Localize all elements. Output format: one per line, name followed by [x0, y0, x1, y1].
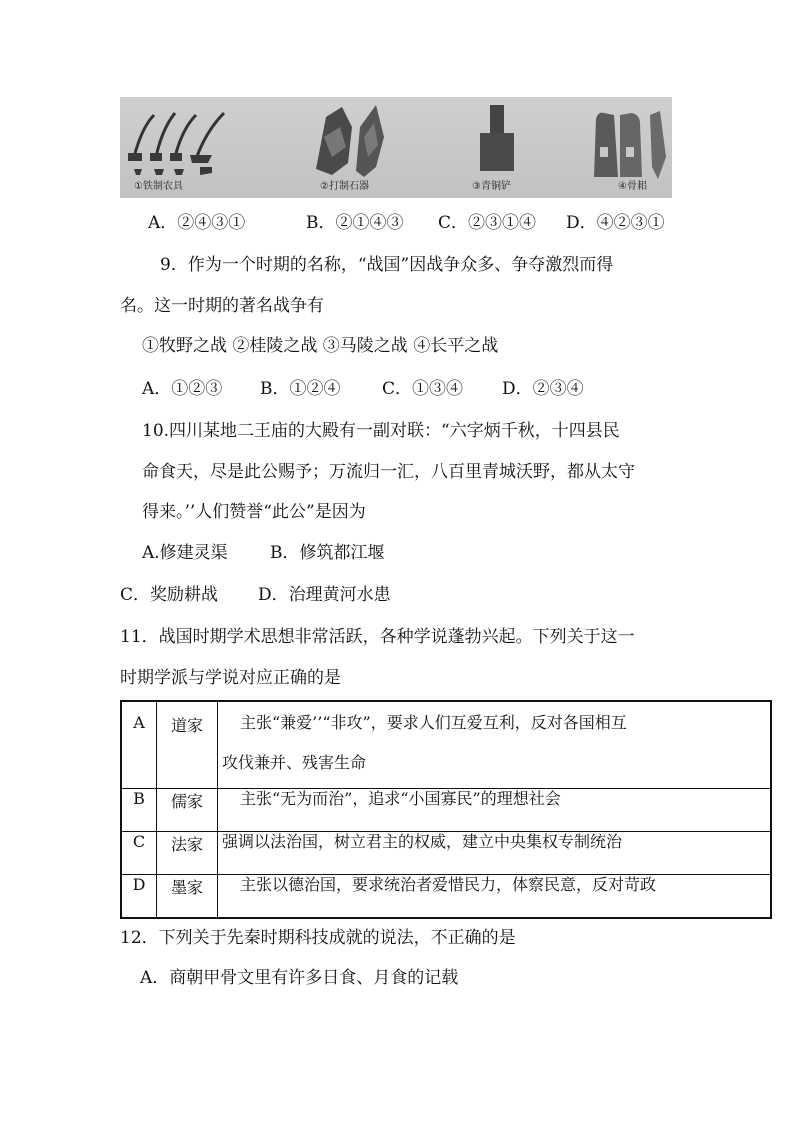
row-school: 儒家 — [157, 789, 218, 832]
q10-option-d: D．治理黄河水患 — [258, 585, 391, 605]
artifacts-illustration — [120, 97, 672, 198]
row-description: 强调以法治国，树立君主的权威，建立中央集权专制统治 — [218, 832, 772, 875]
q9-stem-line1: 9．作为一个时期的名称，“战国”因战争众多、争夺激烈而得 — [160, 255, 614, 275]
q10-stem-line2: 命食天，尽是此公赐予；万流归一汇，八百里青城沃野，都从太守 — [142, 462, 635, 482]
row-letter: D — [121, 875, 157, 919]
iron-tool-heads-icon — [128, 153, 212, 175]
q9-option-c: C．①③④ — [382, 379, 464, 399]
row-description: 主张以德治国，要求统治者爱惜民力，体察民意，反对苛政 — [218, 875, 772, 919]
artifacts-photo — [120, 97, 672, 198]
q9-option-d: D．②③④ — [502, 379, 584, 399]
iron-tools-icon — [134, 113, 224, 159]
row-letter: A — [121, 701, 157, 789]
table-row — [121, 875, 771, 919]
q8-option-c: C．②③①④ — [438, 213, 537, 233]
q8-option-b: B．②①④③ — [306, 213, 404, 233]
q8-option-d: D．④②③① — [566, 213, 665, 233]
stone-tools-icon — [316, 105, 384, 177]
q10-option-b: B．修筑都江堰 — [270, 543, 385, 563]
q8-option-a: A．②④③① — [148, 213, 246, 233]
q9-stem-line2: 名。这一时期的著名战争有 — [120, 296, 324, 316]
row-description: 主张“兼爱’’“非攻”，要求人们互爱互利，反对各国相互 攻伐兼并、残害生命 — [218, 701, 772, 789]
row-school: 法家 — [157, 832, 218, 875]
row-description: 主张“无为而治”，追求“小国寡民”的理想社会 — [218, 789, 772, 832]
caption-bone-spade: ④骨耜 — [618, 181, 647, 192]
q11-stem-line1: 11．战国时期学术思想非常活跃，各种学说蓬勃兴起。下列关于这一 — [120, 627, 635, 647]
table-row — [121, 832, 771, 875]
table-row — [121, 701, 771, 789]
q9-option-b: B．①②④ — [260, 379, 341, 399]
q12-option-a: A．商朝甲骨文里有许多日食、月食的记载 — [140, 968, 459, 988]
row-school: 墨家 — [157, 875, 218, 919]
caption-iron-tools: ①铁制农具 — [134, 181, 183, 192]
q9-items: ①牧野之战 ②桂陵之战 ③马陵之战 ④长平之战 — [142, 336, 499, 356]
bronze-shovel-icon — [480, 105, 514, 171]
q12-stem: 12．下列关于先秦时期科技成就的说法，不正确的是 — [120, 928, 516, 948]
q9-option-a: A．①②③ — [142, 379, 223, 399]
q10-stem-line1: 10.四川某地二王庙的大殿有一副对联：“六字炳千秋，十四县民 — [142, 421, 620, 441]
row-letter: C — [121, 832, 157, 875]
q10-option-c: C．奖励耕战 — [120, 585, 219, 605]
row-school: 道家 — [157, 701, 218, 789]
caption-bronze-shovel: ③青铜铲 — [472, 181, 511, 192]
table-row — [121, 789, 771, 832]
q11-stem-line2: 时期学派与学说对应正确的是 — [120, 668, 341, 688]
caption-stone-tools: ②打制石器 — [320, 181, 369, 192]
row-letter: B — [121, 789, 157, 832]
bone-spade-icon — [594, 111, 666, 179]
q10-stem-line3: 得来。’’人们赞誉“此公”是因为 — [142, 502, 366, 522]
q10-option-a: A.修建灵渠 — [142, 543, 228, 563]
q11-answer-table — [120, 700, 772, 919]
